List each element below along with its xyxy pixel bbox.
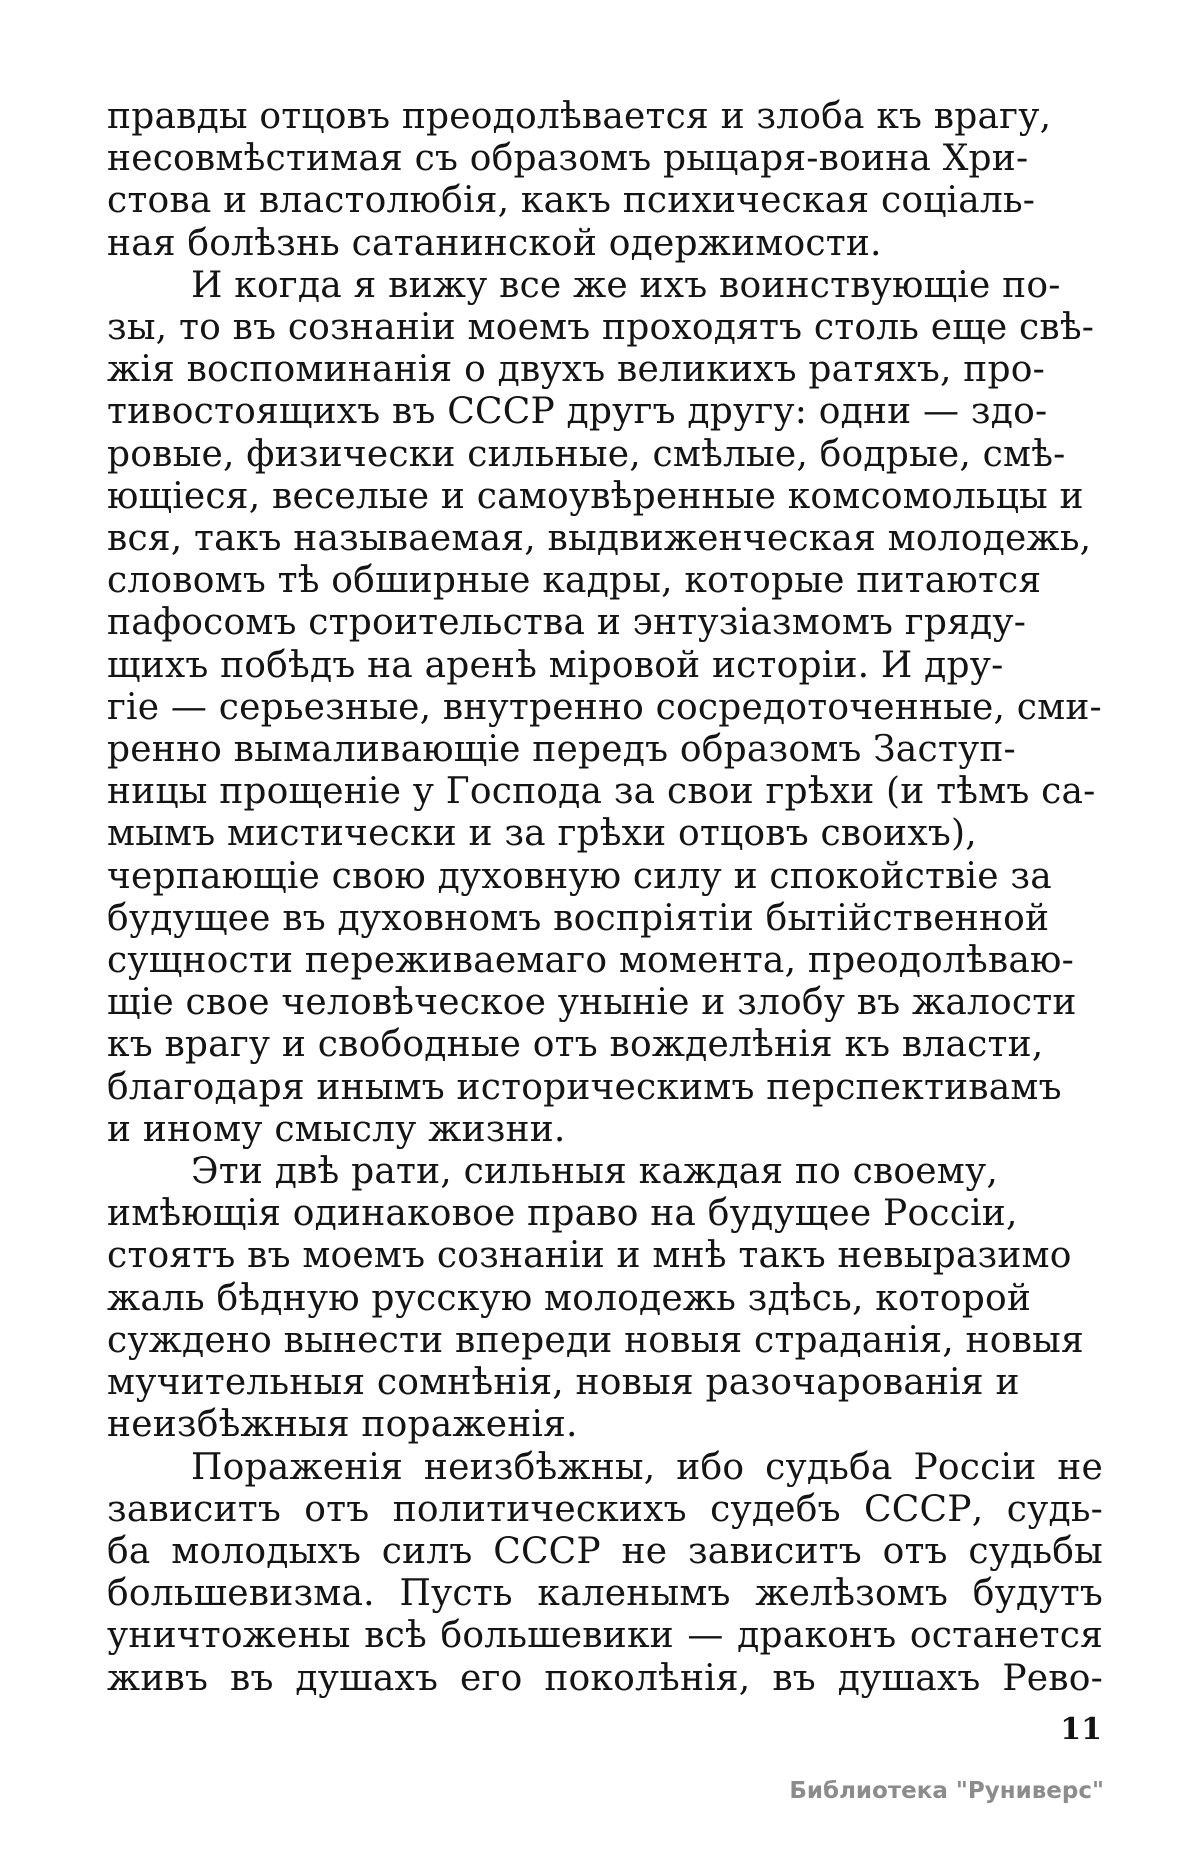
paragraph-3: Эти двѣ рати, сильныя каждая по своему, имѣющія одинаковое право на будущее Россіи, стоятъ въ моемъ сознаніи и мнѣ такъ невыразимо жаль бѣдную русскую молодежь здѣсь, которой суждено вынести впереди новыя страданія, новыя мучительныя сомнѣнія, новыя разочарованія и неизбѣжныя пораженія.: [107, 1151, 1084, 1446]
paragraph-4: Пораженія неизбѣжны, ибо судьба Россіи не зависитъ отъ политическихъ судебъ СССР, судь- ба молодыхъ силъ СССР не зависитъ отъ судьбы большевизма. Пусть каленымъ желѣзомъ будутъ уничтожены всѣ большевики — драконъ останется живъ въ душахъ его поколѣнія, въ душахъ Рево-: [107, 1446, 1103, 1699]
page-body: [107, 96, 1103, 1700]
paragraph-2: И когда я вижу все же ихъ воинствующіе по- зы, то въ сознаніи моемъ проходятъ столь еще свѣ- жія воспоминанія о двухъ великихъ ратяхъ, про- тивостоящихъ въ СССР другъ другу: одни — здо- ровые, физически сильные, смѣлые, бодрые, смѣ- ющіеся, веселые и самоувѣренные комсомольцы и вся, такъ называемая, выдвиженческая молодежь, словомъ тѣ обширные кадры, которые питаются пафосомъ строительства и энтузіазмомъ гряду- щихъ побѣдъ на аренѣ міровой исторіи. И дру- гіе — серьезные, внутренно сосредоточенные, сми- ренно вымаливающіе передъ образомъ Заступ- ницы прощеніе у Господа за свои грѣхи (и тѣмъ са- мымъ мистически и за грѣхи отцовъ своихъ), черпающіе свою духовную силу и спокойствіе за будущее въ духовномъ воспріятіи бытійственной сущности переживаемаго момента, преодолѣваю- щіе свое человѣческое уныніе и злобу въ жалости къ врагу и свободные отъ вожделѣнія къ власти, благодаря инымъ историческимъ перспективамъ и иному смыслу жизни.: [107, 264, 1102, 1150]
library-watermark: Библиотека "Руниверс": [789, 1778, 1104, 1804]
paragraph-1: правды отцовъ преодолѣвается и злоба къ врагу, несовмѣстимая съ образомъ рыцаря-воина Хри- стова и властолюбія, какъ психическая соціаль- ная болѣзнь сатанинской одержимости.: [107, 96, 1052, 264]
page-number: 11: [1060, 1712, 1102, 1747]
